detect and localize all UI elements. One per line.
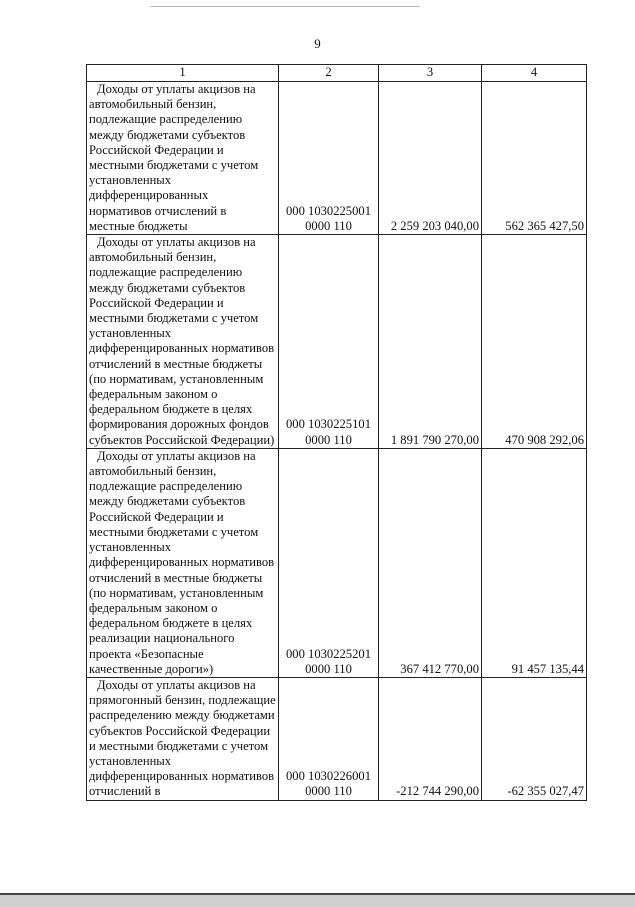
row-executed: 91 457 135,44 xyxy=(482,448,587,677)
scan-top-rule xyxy=(150,6,420,7)
row-executed: 562 365 427,50 xyxy=(482,82,587,235)
table-row xyxy=(87,235,587,449)
column-header-3: 3 xyxy=(379,65,482,82)
row-description: Доходы от уплаты акцизов на автомобильный бензин, подлежащие распределению между бюджетами субъектов Российской Федерации и местными бюджетами с учетом установленных дифференцированных нормативов отчислений в местные бюджеты (по нормативам, установленным федеральным законом о федеральном бюджете в целях формирования дорожных фондов субъектов Российской Федерации) xyxy=(87,235,279,449)
table-row xyxy=(87,677,587,800)
column-header-4: 4 xyxy=(482,65,587,82)
row-amount: 1 891 790 270,00 xyxy=(379,235,482,449)
row-description: Доходы от уплаты акцизов на прямогонный бензин, подлежащие распределению между бюджетами субъектов Российской Федерации и местными бюджетами с учетом установленных дифференцированных нормативов отчислений в xyxy=(87,677,279,800)
table-row xyxy=(87,82,587,235)
revenue-table xyxy=(86,64,587,801)
row-executed: 470 908 292,06 xyxy=(482,235,587,449)
row-amount: -212 744 290,00 xyxy=(379,677,482,800)
row-code: 000 1030225001 0000 110 xyxy=(279,82,379,235)
page-number: 9 xyxy=(314,36,321,51)
row-code: 000 1030226001 0000 110 xyxy=(279,677,379,800)
row-description: Доходы от уплаты акцизов на автомобильный бензин, подлежащие распределению между бюджетами субъектов Российской Федерации и местными бюджетами с учетом установленных дифференцированных нормативов отчислений в местные бюджеты (по нормативам, установленным федеральным законом о федеральном бюджете в целях реализации национального проекта «Безопасные качественные дороги») xyxy=(87,448,279,677)
column-header-2: 2 xyxy=(279,65,379,82)
row-code: 000 1030225201 0000 110 xyxy=(279,448,379,677)
row-amount: 367 412 770,00 xyxy=(379,448,482,677)
table-header-row xyxy=(87,65,587,82)
table-row xyxy=(87,448,587,677)
row-description: Доходы от уплаты акцизов на автомобильный бензин, подлежащие распределению между бюджетами субъектов Российской Федерации и местными бюджетами с учетом установленных дифференцированных нормативов отчислений в местные бюджеты xyxy=(87,82,279,235)
row-amount: 2 259 203 040,00 xyxy=(379,82,482,235)
column-header-1: 1 xyxy=(87,65,279,82)
row-executed: -62 355 027,47 xyxy=(482,677,587,800)
row-code: 000 1030225101 0000 110 xyxy=(279,235,379,449)
